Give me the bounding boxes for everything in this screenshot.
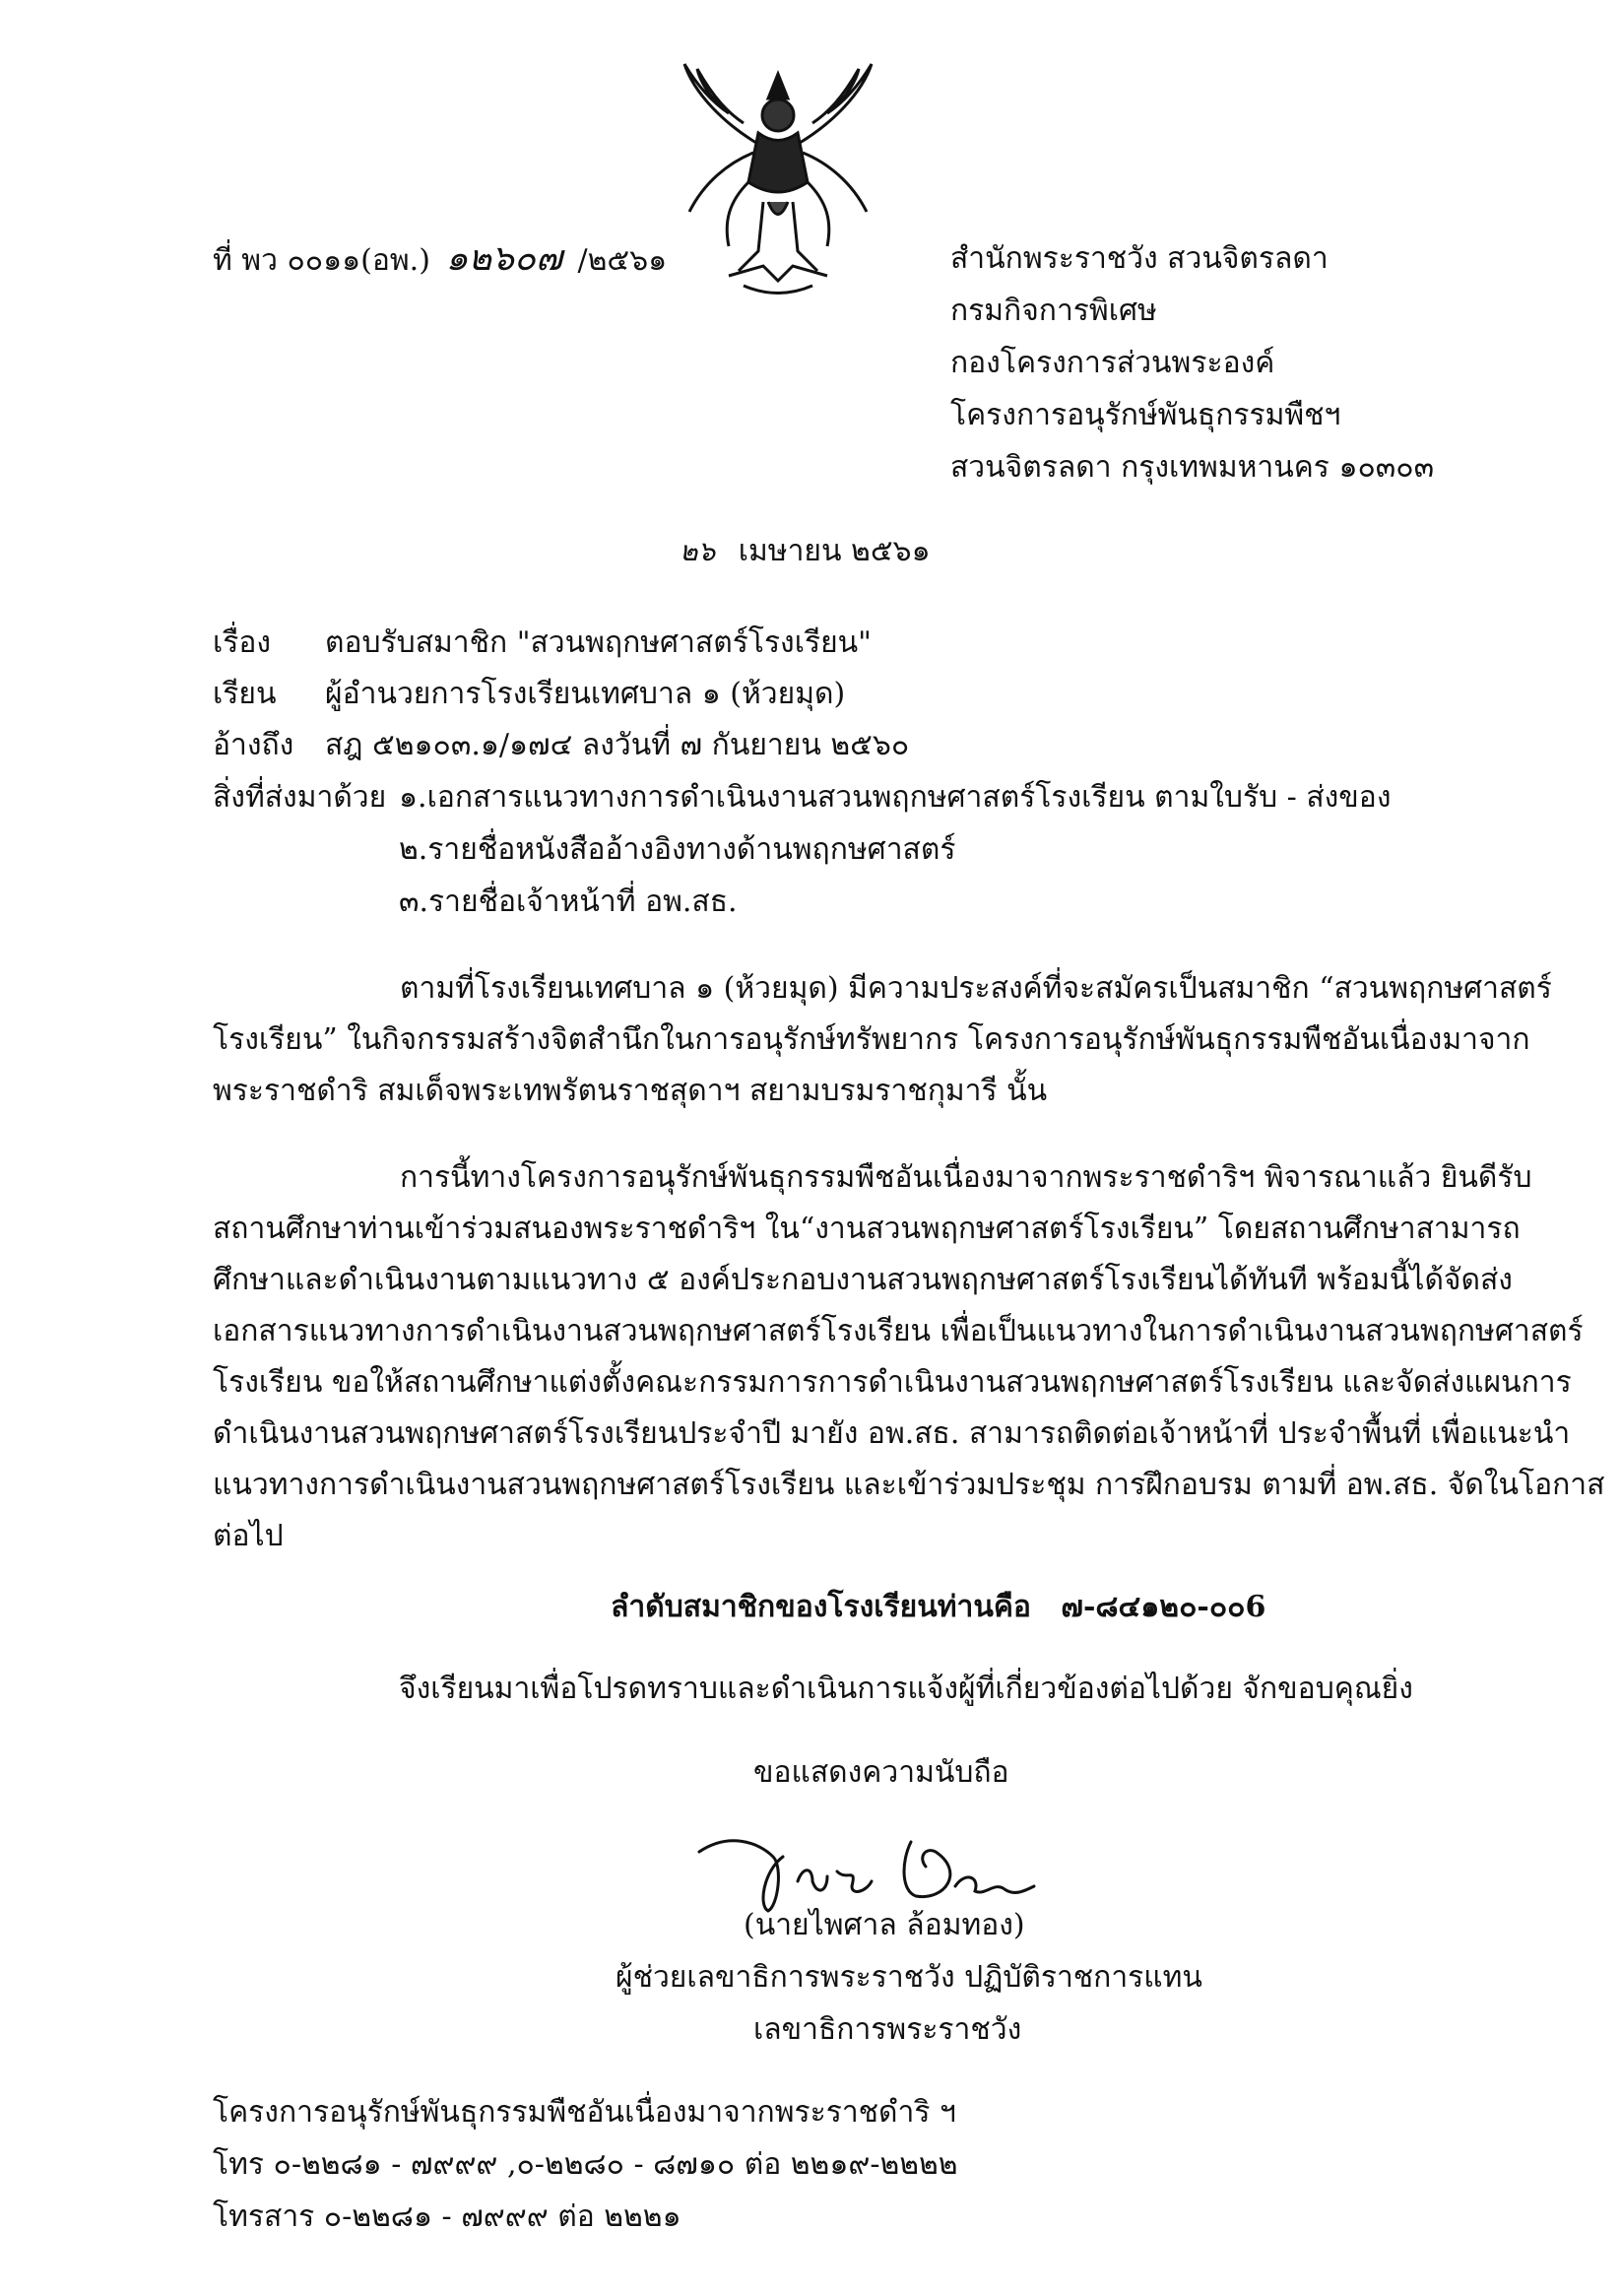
member-number-label: ลำดับสมาชิกของโรงเรียนท่านคือ (611, 1590, 1031, 1624)
paragraph-line: เอกสารแนวทางการดำเนินงานสวนพฤกษศาสตร์โรงเรียน เพื่อเป็นแนวทางในการดำเนินงานสวนพฤกษศาสตร์ (213, 1314, 1584, 1348)
enclosure-item: ๑.เอกสารแนวทางการดำเนินงานสวนพฤกษศาสตร์โรงเรียน ตามใบรับ - ส่งของ (399, 780, 1392, 815)
enclosure-item: ๒.รายชื่อหนังสืออ้างอิงทางด้านพฤกษศาสตร์ (399, 832, 956, 867)
letter-date (680, 532, 931, 571)
to-label: เรียน (213, 677, 277, 711)
to-text: ผู้อำนวยการโรงเรียนเทศบาล ๑ (ห้วยมุด) (325, 677, 846, 711)
paragraph-line: ต่อไป (213, 1519, 284, 1553)
signer-name: (นายไพศาล ล้อมทอง) (744, 1908, 1025, 1942)
member-number-line (611, 1588, 1265, 1627)
sender-line: กองโครงการส่วนพระองค์ (950, 346, 1275, 380)
date-month-year: เมษายน ๒๕๖๑ (738, 534, 931, 568)
reference-text: สฎ ๕๒๑๐๓.๑/๑๗๔ ลงวันที่ ๗ กันยายน ๒๕๖๐ (325, 728, 910, 762)
complimentary-close: ขอแสดงความนับถือ (753, 1755, 1009, 1790)
paragraph-line: ศึกษาและดำเนินงานตามแนวทาง ๕ องค์ประกอบงานสวนพฤกษศาสตร์โรงเรียนได้ทันที พร้อมนี้ได้จัดส่ง (213, 1263, 1513, 1297)
ref-number-prefix: ที่ พว ๐๐๑๑(อพ.) (213, 243, 430, 278)
paragraph-line: แนวทางการดำเนินงานสวนพฤกษศาสตร์โรงเรียน และเข้าร่วมประชุม การฝึกอบรม ตามที่ อพ.สธ. จัดในโอกาส (213, 1468, 1605, 1502)
paragraph-line: พระราชดำริ สมเด็จพระเทพรัตนราชสุดาฯ สยามบรมราชกุมารี นั้น (213, 1074, 1048, 1108)
sender-line: กรมกิจการพิเศษ (950, 294, 1157, 328)
signer-title-2: เลขาธิการพระราชวัง (753, 2012, 1022, 2047)
paragraph-line: ดำเนินงานสวนพฤกษศาสตร์โรงเรียนประจำปี มายัง อพ.สธ. สามารถติดต่อเจ้าหน้าที่ ประจำพื้นที่ เพื่อแนะนำ (213, 1416, 1571, 1451)
sender-line: สวนจิตรลดา กรุงเทพมหานคร ๑๐๓๐๓ (950, 450, 1435, 485)
subject-text: ตอบรับสมาชิก "สวนพฤกษศาสตร์โรงเรียน" (325, 625, 872, 660)
reference-label: อ้างถึง (213, 728, 294, 762)
ref-year: /๒๕๖๑ (577, 243, 668, 278)
member-number: ๗-๘๔๑๒๐-๐๐6 (1061, 1590, 1266, 1624)
footer-line: โครงการอนุรักษ์พันธุกรรมพืชอันเนื่องมาจากพระราชดำริ ฯ (213, 2095, 956, 2130)
closing-paragraph: จึงเรียนมาเพื่อโปรดทราบและดำเนินการแจ้งผู้ที่เกี่ยวข้องต่อไปด้วย จักขอบคุณยิ่ง (399, 1672, 1413, 1706)
footer-phone: โทร ๐-๒๒๘๑ - ๗๙๙๙ ,๐-๒๒๘๐ - ๘๗๑๐ ต่อ ๒๒๑๙-๒๒๒๒ (213, 2147, 958, 2182)
sender-line: โครงการอนุรักษ์พันธุกรรมพืชฯ (950, 398, 1341, 432)
body-paragraph-2 (213, 1152, 1605, 1562)
date-day-handwritten: ๒๖ (680, 535, 716, 567)
sender-line: สำนักพระราชวัง สวนจิตรลดา (950, 241, 1329, 276)
enclosure-item: ๓.รายชื่อเจ้าหน้าที่ อพ.สธ. (399, 885, 738, 919)
paragraph-line: สถานศึกษาท่านเข้าร่วมสนองพระราชดำริฯ ใน“งานสวนพฤกษศาสตร์โรงเรียน” โดยสถานศึกษาสามารถ (213, 1212, 1521, 1246)
signer-title: ผู้ช่วยเลขาธิการพระราชวัง ปฏิบัติราชการแทน (616, 1960, 1202, 1995)
paragraph-line: ตามที่โรงเรียนเทศบาล ๑ (ห้วยมุด) มีความประสงค์ที่จะสมัครเป็นสมาชิก “สวนพฤกษศาสตร์ (400, 971, 1552, 1006)
subject-label: เรื่อง (213, 625, 272, 660)
paragraph-line: การนี้ทางโครงการอนุรักษ์พันธุกรรมพืชอันเนื่องมาจากพระราชดำริฯ พิจารณาแล้ว ยินดีรับ (400, 1160, 1532, 1195)
ref-number (213, 239, 667, 281)
body-paragraph-1 (213, 963, 1552, 1117)
garuda-emblem-icon (670, 54, 886, 305)
footer-fax: โทรสาร ๐-๒๒๘๑ - ๗๙๙๙ ต่อ ๒๒๒๑ (213, 2199, 681, 2234)
enclosure-label: สิ่งที่ส่งมาด้วย (213, 780, 387, 815)
paragraph-line: โรงเรียน” ในกิจกรรมสร้างจิตสำนึกในการอนุรักษ์ทรัพยากร โครงการอนุรักษ์พันธุกรรมพืชอันเนื่องมาจาก (213, 1022, 1530, 1057)
ref-number-handwritten: ๑๒๖๐๗ (445, 238, 562, 279)
paragraph-line: โรงเรียน ขอให้สถานศึกษาแต่งตั้งคณะกรรมการการดำเนินงานสวนพฤกษศาสตร์โรงเรียน และจัดส่งแผนการ (213, 1365, 1572, 1400)
